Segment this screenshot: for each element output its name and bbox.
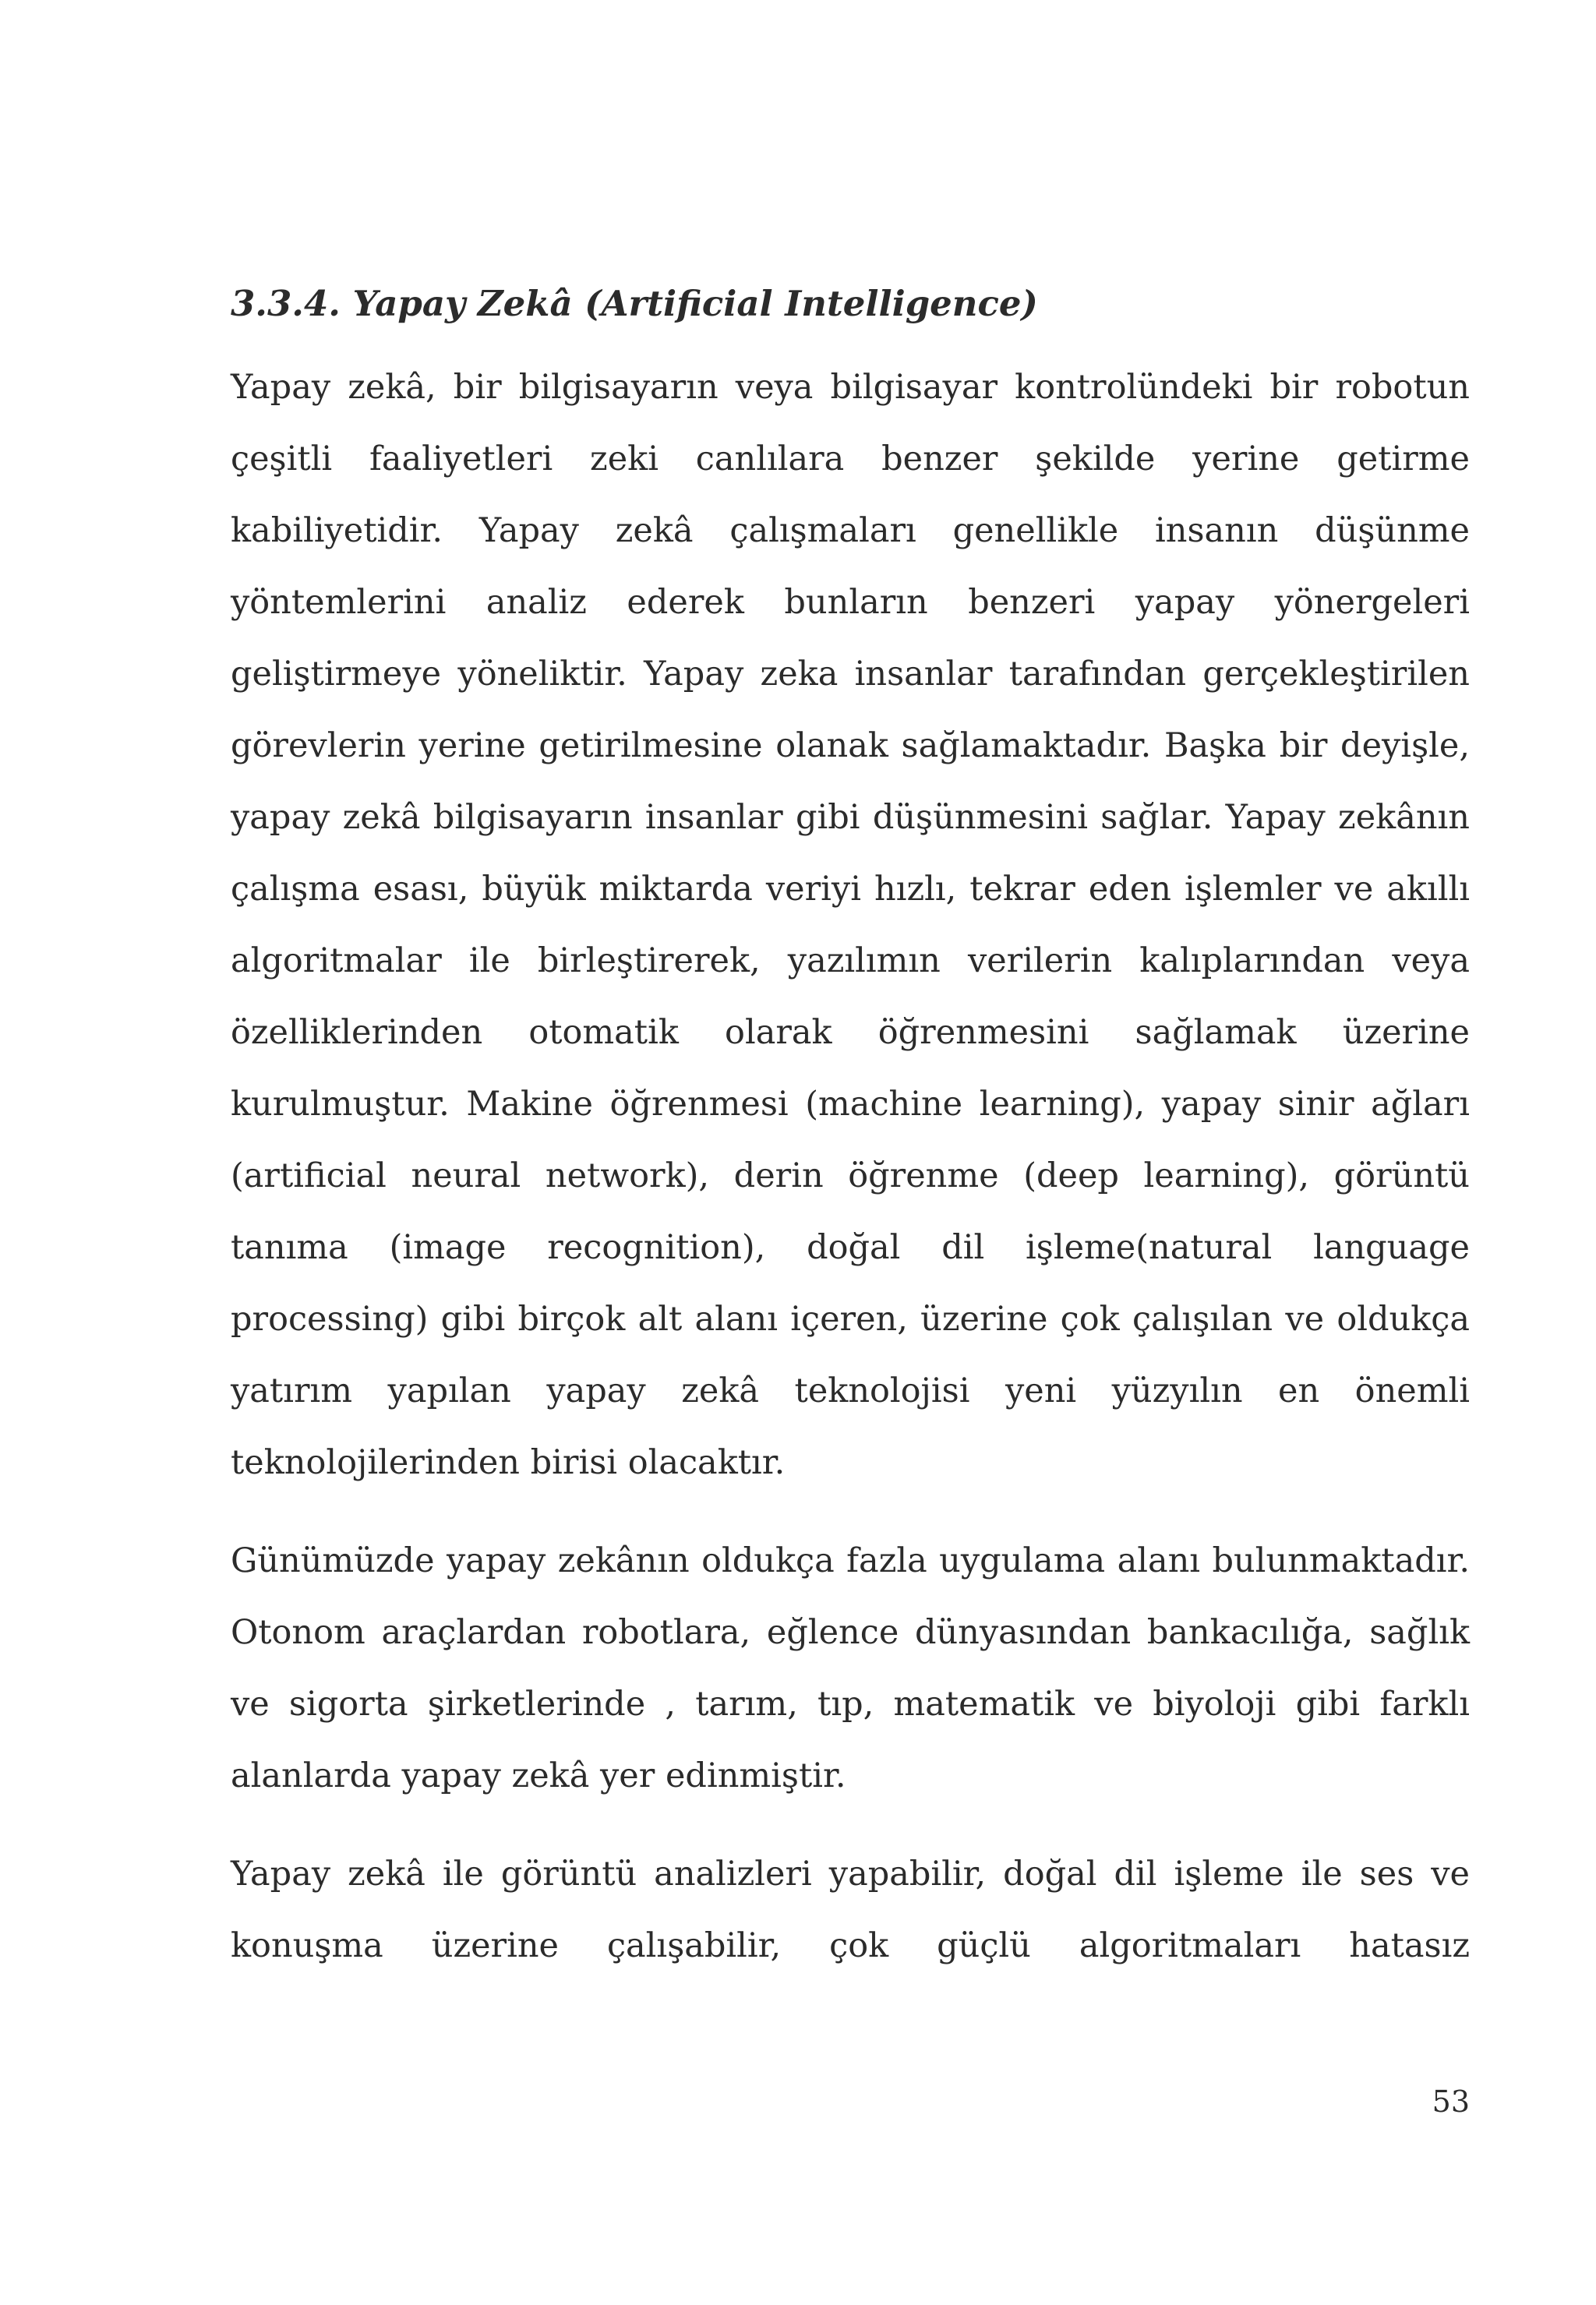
paragraph-application-areas: Günümüzde yapay zekânın oldukça fazla uygulama alanı bulunmaktadır. Otonom araçlardan robotlara, eğlence dünyasından bankacılığa, sağlık ve sigorta şirketlerinde , tarım, tıp, matematik ve biyoloji gibi farklı alanlarda yapay zekâ yer edinmiştir.: [231, 1541, 1470, 1795]
paragraph-definition: Yapay zekâ, bir bilgisayarın veya bilgisayar kontrolündeki bir robotun çeşitli faaliyetleri zeki canlılara benzer şekilde yerine getirme kabiliyetidir. Yapay zekâ çalışmaları genellikle insanın düşünme yöntemlerini analiz ederek bunların benzeri yapay yönergeleri geliştirmeye yöneliktir. Yapay zeka insanlar tarafından gerçekleştirilen görevlerin yerine getirilmesine olanak sağlamaktadır. Başka bir deyişle, yapay zekâ bilgisayarın insanlar gibi düşünmesini sağlar. Yapay zekânın çalışma esası, büyük miktarda veriyi hızlı, tekrar eden işlemler ve akıllı algoritmalar ile birleştirerek, yazılımın verilerin kalıplarından veya özelliklerinden otomatik olarak öğrenmesini sağlamak üzerine kurulmuştur. Makine öğrenmesi (machine learning), yapay sinir ağları (artificial neural network), derin öğrenme (deep learning), görüntü tanıma (image recognition), doğal dil işleme(natural language processing) gibi birçok alt alanı içeren, üzerine çok çalışılan ve oldukça yatırım yapılan yapay zekâ teknolojisi yeni yüzyılın en önemli teknolojilerinden birisi olacaktır.: [231, 368, 1470, 1482]
paragraph-capabilities: Yapay zekâ ile görüntü analizleri yapabilir, doğal dil işleme ile ses ve konuşma üzerine çalışabilir, çok güçlü algoritmaları hatasız: [231, 1855, 1470, 1965]
page-content: [231, 269, 1470, 1982]
section-heading: 3.3.4. Yapay Zekâ (Artificial Intelligence): [231, 283, 1038, 324]
page-number: 53: [1432, 2084, 1470, 2119]
